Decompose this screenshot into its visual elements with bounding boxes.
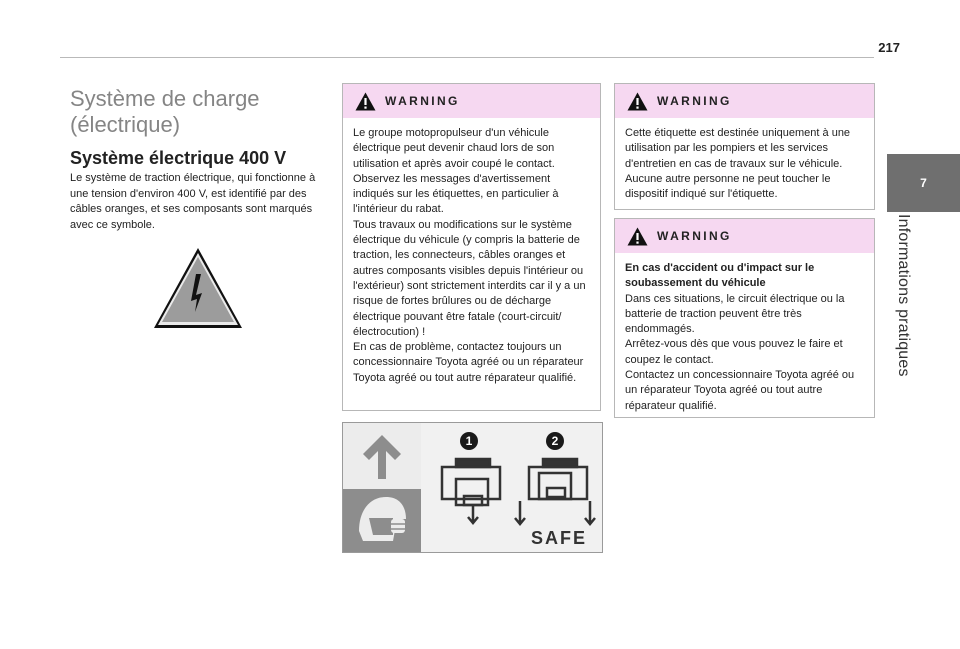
warning-triangle-icon	[627, 227, 648, 246]
safe-text: SAFE	[530, 528, 588, 548]
section-title: Système de charge (électrique)	[70, 86, 260, 137]
page-number: 217	[878, 40, 900, 55]
warning-paragraph: Arrêtez-vous dès que vous pouvez le faire et coupez le contact.	[625, 338, 843, 366]
warning-heading	[625, 261, 864, 292]
intro-text: Le système de traction électrique, qui fonctionne à une tension d'environ 400 V, est identifié par des câbles oranges, et ses composants sont marqués avec ce symbole.	[70, 172, 316, 231]
warning-body	[615, 253, 874, 414]
warning-label: WARNING	[657, 229, 732, 243]
top-rule	[60, 57, 874, 58]
service-plug-label-illustration	[342, 422, 603, 553]
warning-paragraph: Cette étiquette est destinée uniquement à une utilisation par les pompiers et les services d'entretien en cas de travaux sur le véhicule. Aucune autre personne ne peut toucher le dispositif indiqué sur l'étiquette.	[625, 127, 851, 201]
warning-header	[343, 84, 600, 118]
warning-label: WARNING	[657, 94, 732, 108]
chapter-title: Informations pratiques	[895, 214, 912, 377]
warning-header	[615, 219, 874, 253]
warning-header	[615, 84, 874, 118]
warning-paragraph: Contactez un concessionnaire Toyota agréé ou un réparateur Toyota agréé ou tout autre réparateur qualifié.	[625, 369, 855, 412]
subsection-title: Système électrique 400 V	[70, 148, 287, 168]
step-1-number: 1	[465, 434, 473, 448]
warning-paragraph: Observez les messages d'avertissement indiqués sur les étiquettes, en particulier à l'intérieur du rabat.	[353, 172, 559, 216]
high-voltage-icon	[152, 246, 244, 330]
warning-box-powertrain	[342, 83, 601, 411]
warning-triangle-icon	[355, 92, 376, 111]
warning-paragraph: Tous travaux ou modifications sur le système électrique du véhicule (y compris la batterie de traction, les connecteurs, câbles oranges et autres composants visibles depuis l'intérieur ou l'extérieur) sont strictement interdits car il y a un risque de fortes brûlures ou de décharge électrique pouvant être fatale (court-circuit/électrocution) !	[353, 218, 586, 338]
warning-paragraph: Le groupe motopropulseur d'un véhicule électrique peut devenir chaud lors de son utilisation et après avoir coupé le contact.	[353, 127, 555, 170]
step-2-badge	[546, 432, 564, 450]
warning-body	[615, 118, 874, 202]
warning-heading-text: En cas d'accident ou d'impact sur le soubassement du véhicule	[625, 262, 815, 290]
warning-paragraph: En cas de problème, contactez toujours un concessionnaire Toyota agréé ou un réparateur Toyota agréé ou tout autre réparateur qualifié.	[353, 341, 584, 384]
step-2-number: 2	[551, 434, 559, 448]
warning-box-label-usage	[614, 83, 875, 210]
warning-body	[343, 118, 600, 386]
warning-label: WARNING	[385, 94, 460, 108]
step-1-badge	[460, 432, 478, 450]
warning-box-accident	[614, 218, 875, 418]
chapter-tab[interactable]: 7	[887, 154, 960, 212]
warning-paragraph: Dans ces situations, le circuit électrique ou la batterie de traction peuvent être très endommagés.	[625, 292, 845, 336]
warning-triangle-icon	[627, 92, 648, 111]
